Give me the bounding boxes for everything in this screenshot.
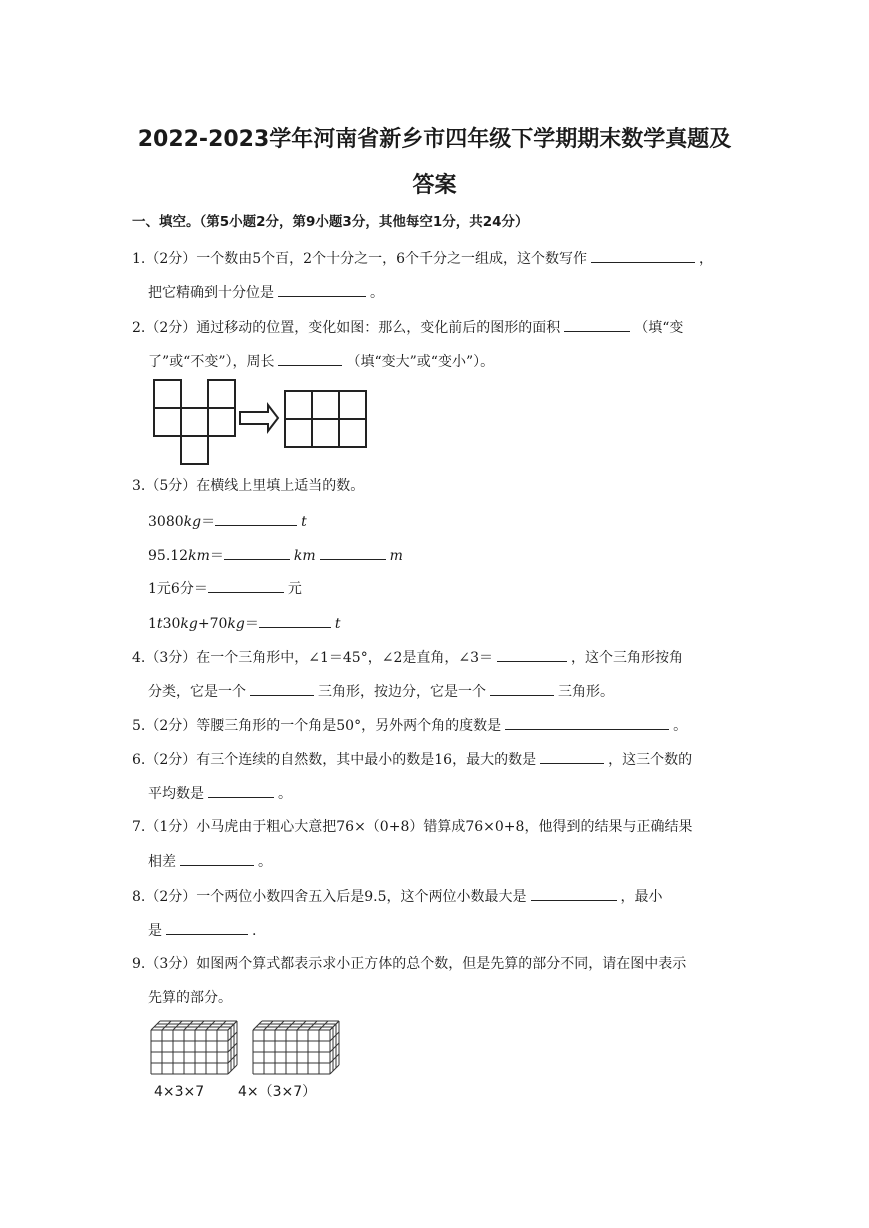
answer-blank[interactable] (166, 920, 248, 935)
grid-square (181, 408, 208, 436)
unit: m (389, 548, 403, 564)
question-7-line1: 7.（1分）小马虎由于粗心大意把76×（0+8）错算成76×0+8，他得到的结果与正确结果 (132, 819, 693, 835)
question-text: （填“变大”或“变小”）。 (346, 354, 495, 370)
answer-blank[interactable] (497, 647, 567, 662)
answer-blank[interactable] (208, 578, 284, 593)
answer-blank[interactable] (531, 886, 617, 901)
question-6-line1 (132, 749, 692, 770)
question-text: 三角形。 (558, 684, 614, 700)
question-9-line2: 先算的部分。 (148, 990, 232, 1006)
answer-blank[interactable] (278, 351, 342, 366)
expression: 1元6分＝ (148, 581, 208, 597)
question-text: 。 (258, 854, 272, 870)
question-text: 1.（2分）一个数由5个百，2个十分之一，6个千分之一组成，这个数写作 (132, 251, 587, 267)
question-1-line1 (132, 248, 713, 269)
section-heading: 一、填空。（第5小题2分，第9小题3分，其他每空1分，共24分） (132, 214, 529, 230)
question-text: 平均数是 (148, 786, 204, 802)
question-5 (132, 715, 687, 736)
answer-blank[interactable] (490, 681, 554, 696)
question-2-line2 (148, 351, 494, 372)
unit: t (301, 514, 307, 530)
question-text: （填“变 (634, 320, 684, 336)
unit: 元 (287, 581, 302, 597)
question-3-item1 (148, 511, 307, 532)
page-title: 2022-2023学年河南省新乡市四年级下学期期末数学真题及 (137, 127, 732, 152)
cube-blocks-figure (148, 1016, 344, 1078)
unit: t (334, 616, 341, 632)
unit: t (156, 616, 163, 632)
number: 30 (162, 616, 181, 632)
question-text: 相差 (148, 854, 176, 870)
question-1-line2 (148, 282, 384, 303)
question-8-line2 (148, 920, 256, 941)
answer-blank[interactable] (591, 248, 695, 263)
unit: km (188, 548, 210, 564)
question-text: 2.（2分）通过移动的位置，变化如图：那么，变化前后的图形的面积 (132, 320, 561, 336)
grid-square (208, 408, 235, 436)
grid-square (154, 408, 181, 436)
question-text: . (252, 923, 257, 939)
question-text: 。 (370, 285, 384, 301)
answer-blank[interactable] (224, 545, 290, 560)
question-text: 把它精确到十分位是 (148, 285, 274, 301)
unit: km (293, 548, 316, 564)
question-4-line2 (148, 681, 614, 702)
unit: kg (180, 616, 198, 632)
answer-blank[interactable] (278, 282, 366, 297)
question-text: 三角形，按边分，它是一个 (318, 684, 486, 700)
question-9-line1: 9.（3分）如图两个算式都表示求小正方体的总个数，但是先算的部分不同，请在图中表示 (132, 956, 687, 972)
question-7-line2 (148, 851, 272, 872)
question-text: ，这三个数的 (608, 752, 693, 768)
question-2-line1 (132, 317, 683, 338)
answer-blank[interactable] (259, 613, 331, 628)
answer-blank[interactable] (180, 851, 254, 866)
answer-blank[interactable] (215, 511, 297, 526)
cube-block (151, 1021, 237, 1074)
question-text: 分类，它是一个 (148, 684, 246, 700)
unit: kg (227, 616, 245, 632)
shape-transform-figure (150, 376, 372, 468)
number: +70 (197, 616, 228, 632)
grid-square (154, 380, 181, 408)
unit: kg (183, 514, 202, 530)
figure-caption-1: 4×3×7 (154, 1084, 205, 1100)
answer-blank[interactable] (320, 545, 386, 560)
number: 1 (148, 616, 157, 632)
grid-square (208, 380, 235, 408)
question-text: ，这个三角形按角 (571, 650, 683, 666)
question-text: 8.（2分）一个两位小数四舍五入后是9.5，这个两位小数最大是 (132, 889, 527, 905)
answer-blank[interactable] (250, 681, 314, 696)
question-8-line1 (132, 886, 663, 907)
cube-block (253, 1021, 339, 1074)
page-title-line2: 答案 (412, 173, 457, 198)
question-text: 5.（2分）等腰三角形的一个角是50°，另外两个角的度数是 (132, 718, 502, 734)
arrow-right-icon (240, 405, 278, 431)
answer-blank[interactable] (505, 715, 669, 730)
grid-square (181, 436, 208, 464)
question-3-item4 (148, 613, 340, 634)
answer-blank[interactable] (208, 783, 274, 798)
number: 95.12 (148, 548, 189, 564)
equals: ＝ (244, 616, 259, 632)
figure-caption-2: 4×（3×7） (238, 1084, 317, 1100)
question-text: 4.（3分）在一个三角形中，∠1＝45°，∠2是直角，∠3＝ (132, 650, 493, 666)
question-text: ， (699, 251, 713, 267)
answer-blank[interactable] (564, 317, 630, 332)
question-4-line1 (132, 647, 683, 668)
number: 3080 (148, 514, 184, 530)
question-text: 是 (148, 923, 162, 939)
question-text: ，最小 (620, 889, 663, 905)
equals: ＝ (201, 514, 216, 530)
answer-blank[interactable] (540, 749, 604, 764)
question-text: 。 (673, 718, 688, 734)
equals: ＝ (209, 548, 224, 564)
question-6-line2 (148, 783, 292, 804)
question-text: 6.（2分）有三个连续的自然数，其中最小的数是16，最大的数是 (132, 752, 537, 768)
question-3-title: 3.（5分）在横线上里填上适当的数。 (132, 478, 365, 494)
question-3-item2 (148, 545, 403, 566)
question-3-item3 (148, 578, 302, 599)
question-text: 。 (278, 786, 292, 802)
question-text: 了”或“不变”），周长 (148, 354, 275, 370)
